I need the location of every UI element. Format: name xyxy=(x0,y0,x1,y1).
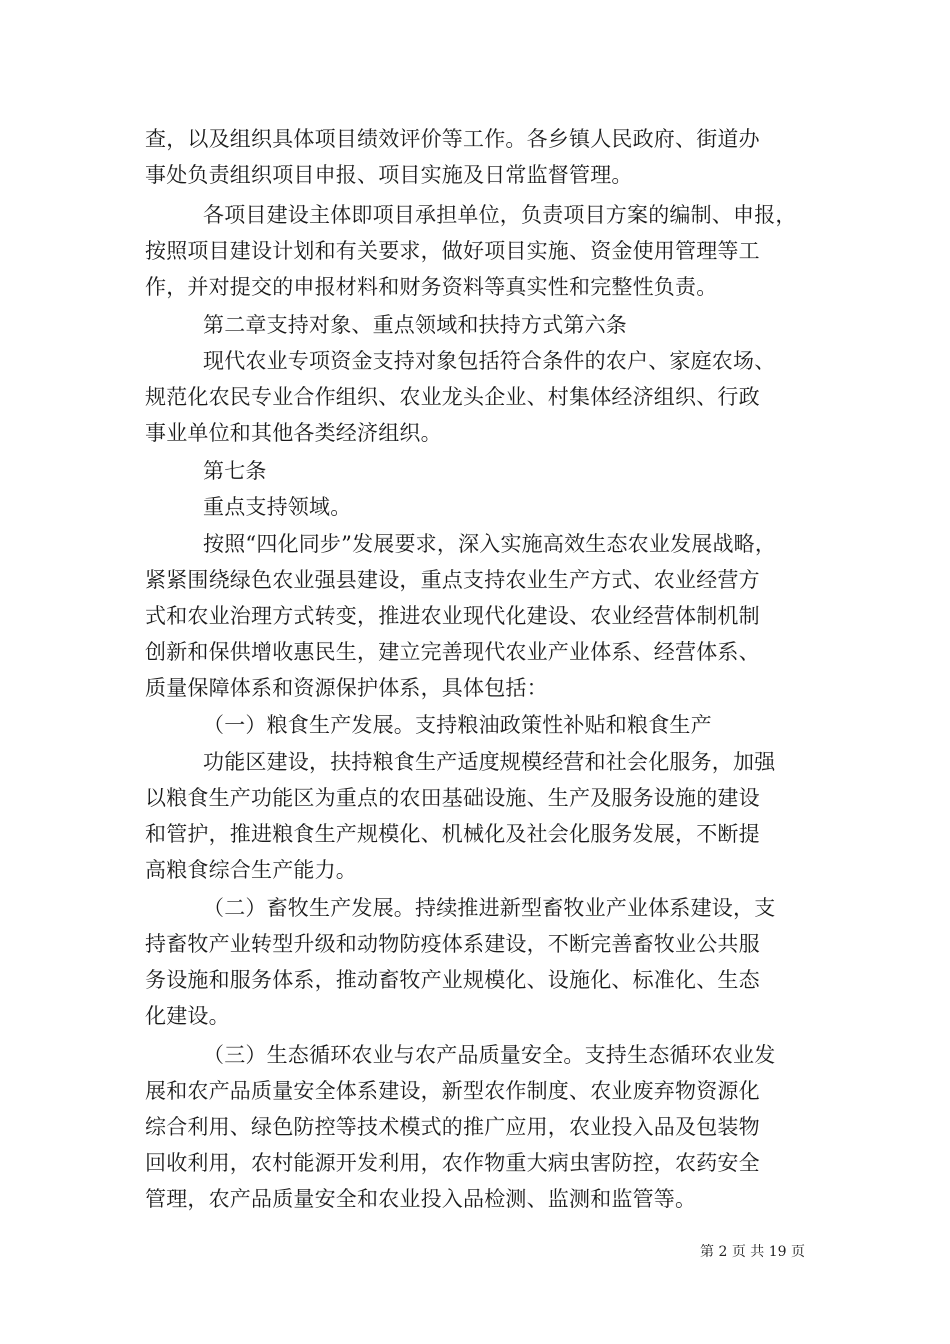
text-line: 式和农业治理方式转变，推进农业现代化建设、农业经营体制机制 xyxy=(145,604,760,628)
text-line: 和管护，推进粮食生产规模化、机械化及社会化服务发展，不断提 xyxy=(145,822,760,846)
text-line: （二）畜牧生产发展。持续推进新型畜牧业产业体系建设，支 xyxy=(203,896,776,920)
text-line: 按照项目建设计划和有关要求，做好项目实施、资金使用管理等工 xyxy=(145,239,760,263)
text-line: 事处负责组织项目申报、项目实施及日常监督管理。 xyxy=(145,163,633,187)
text-line: （三）生态循环农业与农产品质量安全。支持生态循环农业发 xyxy=(203,1043,776,1067)
text-line: 务设施和服务体系，推动畜牧产业规模化、设施化、标准化、生态 xyxy=(145,968,760,992)
text-line: 事业单位和其他各类经济组织。 xyxy=(145,421,442,445)
page-number: 第 2 页 共 19 页 xyxy=(700,1244,805,1260)
text-line: 按照“四化同步”发展要求，深入实施高效生态农业发展战略， xyxy=(203,532,777,556)
text-line: 各项目建设主体即项目承担单位，负责项目方案的编制、申报， xyxy=(203,203,797,227)
text-line: 持畜牧产业转型升级和动物防疫体系建设，不断完善畜牧业公共服 xyxy=(145,932,760,956)
text-line: 综合利用、绿色防控等技术模式的推广应用，农业投入品及包装物 xyxy=(145,1115,760,1139)
text-line: 化建设。 xyxy=(145,1004,230,1028)
text-line: 紧紧围绕绿色农业强县建设，重点支持农业生产方式、农业经营方 xyxy=(145,568,760,592)
text-line: 规范化农民专业合作组织、农业龙头企业、村集体经济组织、行政 xyxy=(145,385,760,409)
text-line: 高粮食综合生产能力。 xyxy=(145,858,357,882)
text-line: 功能区建设，扶持粮食生产适度规模经营和社会化服务，加强 xyxy=(203,750,776,774)
text-line: 以粮食生产功能区为重点的农田基础设施、生产及服务设施的建设 xyxy=(145,786,760,810)
text-line: 回收利用，农村能源开发利用，农作物重大病虫害防控，农药安全 xyxy=(145,1151,760,1175)
text-line: 重点支持领域。 xyxy=(203,495,352,519)
text-line: 质量保障体系和资源保护体系，具体包括： xyxy=(145,676,548,700)
text-line: 展和农产品质量安全体系建设，新型农作制度、农业废弃物资源化 xyxy=(145,1079,760,1103)
text-line: 创新和保供增收惠民生，建立完善现代农业产业体系、经营体系、 xyxy=(145,640,760,664)
text-line: （一）粮食生产发展。支持粮油政策性补贴和粮食生产 xyxy=(203,713,712,737)
text-line: 作，并对提交的申报材料和财务资料等真实性和完整性负责。 xyxy=(145,275,718,299)
article-heading: 第七条 xyxy=(203,459,267,483)
text-line: 查，以及组织具体项目绩效评价等工作。各乡镇人民政府、街道办 xyxy=(145,127,760,151)
text-line: 管理，农产品质量安全和农业投入品检测、监测和监管等。 xyxy=(145,1187,697,1211)
chapter-heading: 第二章支持对象、重点领域和扶持方式第六条 xyxy=(203,313,627,337)
text-line: 现代农业专项资金支持对象包括符合条件的农户、家庭农场、 xyxy=(203,349,776,373)
